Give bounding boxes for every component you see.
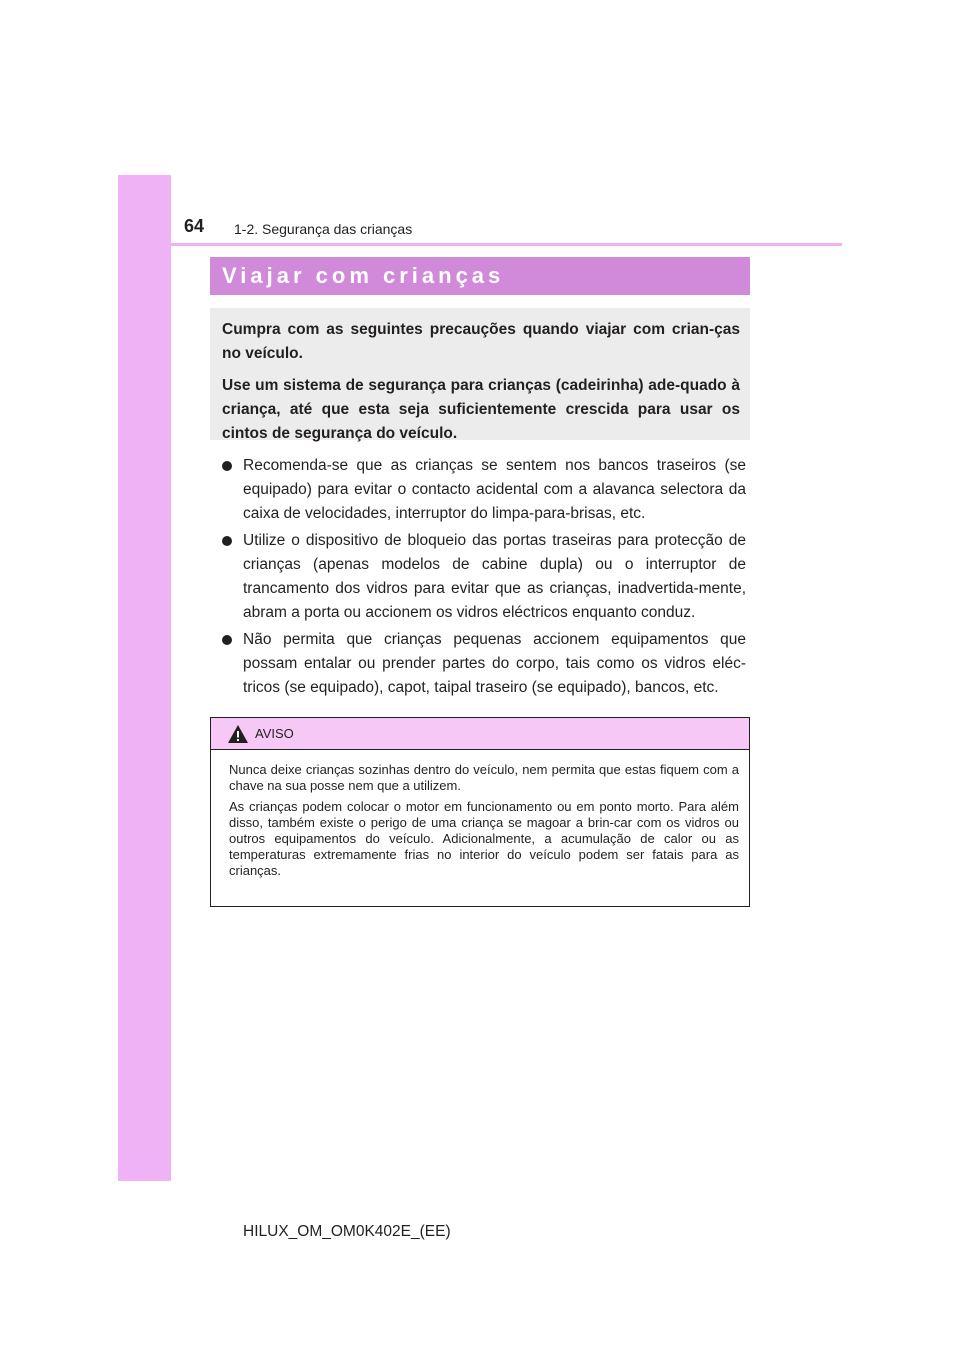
intro-paragraph: Use um sistema de segurança para crianças (cadeirinha) ade-quado à criança, até que esta seja suficientemente crescida para usar os cintos de segurança do veículo.: [222, 377, 740, 442]
page-number: 64: [184, 216, 205, 236]
warning-triangle-icon: [227, 724, 249, 744]
page-title: Viajar com crianças: [222, 263, 505, 288]
header-divider: [118, 243, 842, 246]
warning-paragraph: Nunca deixe crianças sozinhas dentro do veículo, nem permita que estas fiquem com a chave na sua posse nem que a utilizem.: [229, 762, 739, 793]
intro-paragraph: Cumpra com as seguintes precauções quando viajar com crian-ças no veículo.: [222, 321, 740, 362]
warning-box: [210, 717, 750, 907]
list-item: [222, 454, 746, 526]
warning-header: [211, 718, 749, 750]
section-label: 1-2. Segurança das crianças: [234, 221, 413, 237]
warning-body: [211, 750, 749, 879]
list-item: [222, 529, 746, 625]
title-bar: [210, 257, 750, 295]
bullet-dot-icon: [222, 635, 232, 645]
warning-paragraph: As crianças podem colocar o motor em funcionamento ou em ponto morto. Para além disso, também existe o perigo de uma criança se magoar a brin-car com os vidros ou outros equipamentos do veículo. Adicionalmente, a acumulação de calor ou as temperaturas extremamente frias no interior do veículo podem ser fatais para as crianças.: [229, 799, 739, 878]
warning-title: AVISO: [255, 726, 294, 741]
list-item-text: Utilize o dispositivo de bloqueio das portas traseiras para protecção de crianças (apenas modelos de cabine dupla) ou o interruptor de trancamento dos vidros para evitar que as crianças, inadvertida-mente, abram a porta ou accionem os vidros eléctricos enquanto conduz.: [243, 532, 746, 621]
list-item: [222, 628, 746, 700]
list-item-text: Não permita que crianças pequenas accionem equipamentos que possam entalar ou prender partes do corpo, tais como os vidros eléc-tricos (se equipado), capot, taipal traseiro (se equipado), bancos, etc.: [243, 631, 746, 696]
bullet-dot-icon: [222, 536, 232, 546]
bullet-dot-icon: [222, 461, 232, 471]
list-item-text: Recomenda-se que as crianças se sentem nos bancos traseiros (se equipado) para evitar o contacto acidental com a alavanca selectora da caixa de velocidades, interruptor do limpa-para-brisas, etc.: [243, 457, 746, 522]
document-code: HILUX_OM_OM0K402E_(EE): [243, 1223, 451, 1240]
intro-box: [210, 308, 750, 440]
side-tab-strip: [118, 175, 171, 1181]
bullet-list: [222, 454, 746, 703]
